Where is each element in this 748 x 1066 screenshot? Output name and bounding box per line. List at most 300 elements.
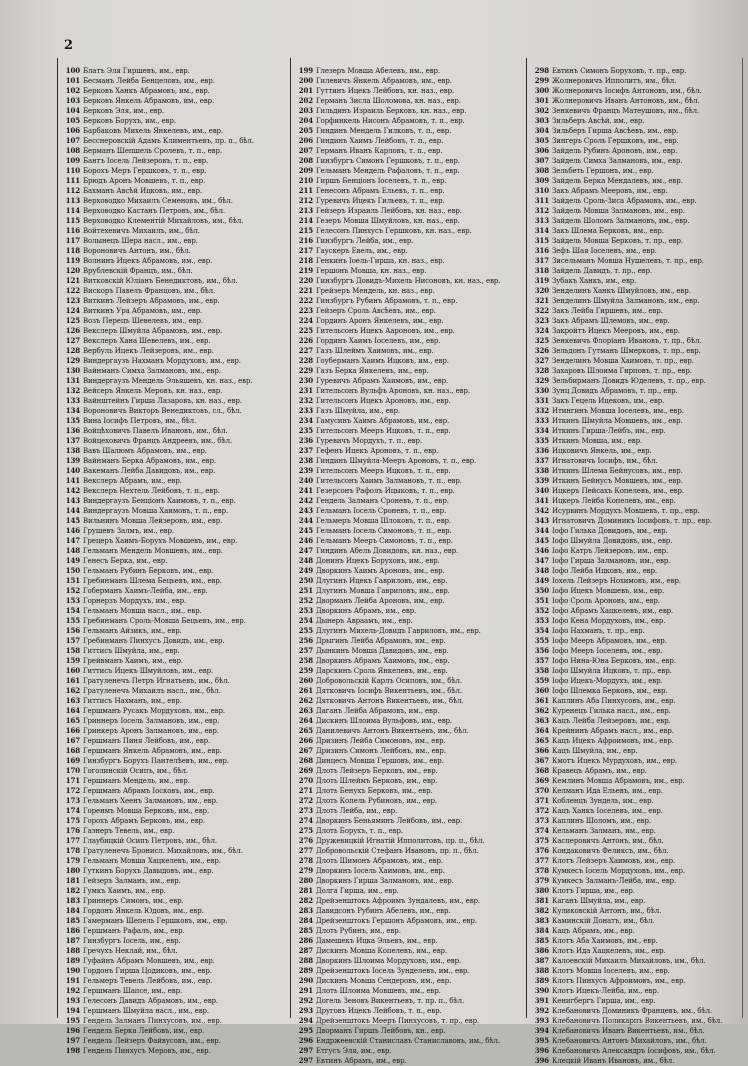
entry-number: 250: [298, 576, 313, 585]
entry-text: Захаровъ Шлоима Гирповъ, т. пр., евр.: [552, 367, 692, 375]
entry-text: Іофо Нина-Юна Берковъ, им., евр.: [552, 657, 676, 665]
list-item: [60, 156, 278, 166]
list-item: [60, 536, 278, 546]
entry-text: Зайдель Рубинъ Ароновъ, им., евр.: [552, 147, 678, 155]
list-item: [60, 276, 278, 286]
entry-number: 156: [65, 626, 80, 635]
entry-text: Газъ Берка Янкелевъ, им., евр.: [316, 367, 429, 375]
entry-number: 393: [534, 1016, 549, 1025]
entry-number: 359: [534, 676, 549, 685]
entry-number: 236: [298, 436, 313, 445]
entry-number: 188: [65, 946, 80, 955]
list-item: [293, 326, 511, 336]
entry-number: 290: [298, 976, 313, 985]
entry-number: 104: [65, 106, 80, 115]
list-item: [293, 736, 511, 746]
entry-number: 375: [534, 836, 549, 845]
entry-text: Іофо Гирша Залмановъ, им., евр.: [552, 557, 671, 565]
list-item: [529, 406, 747, 416]
entry-number: 231: [298, 386, 313, 395]
entry-text: Зенделинъ Мовша Хаимовъ, т. пр., евр.: [552, 357, 694, 365]
entry-text: Гершманъ Шмуйла насл., им., евр.: [83, 1007, 210, 1015]
entry-text: Жолнеровичъ Ипполитъ, им., бѣл.: [552, 77, 677, 85]
list-item: [60, 526, 278, 536]
entry-text: Дворкинъ Шлоима Мордуховъ, им., евр.: [316, 957, 462, 965]
entry-text: Бесснеровскій Адамъ Климентьевъ, пр. п., бѣл.: [83, 137, 254, 145]
entry-text: Длоть Рубинъ, им., евр.: [316, 927, 401, 935]
entry-number: 396: [534, 1046, 549, 1055]
list-item: [60, 936, 278, 946]
list-item: [293, 86, 511, 96]
entry-number: 369: [534, 776, 549, 785]
entry-number: 396: [534, 1056, 549, 1065]
entry-text: Ицкеръ Пейсахъ Копелевъ, им., евр.: [552, 487, 684, 495]
list-item: [529, 376, 747, 386]
entry-text: Каганъ Шмуйла, им., евр.: [552, 897, 646, 905]
entry-number: 214: [298, 216, 313, 225]
entry-text: Витковскій Юліанъ Бенедиктовъ, им., бѣл.: [83, 277, 238, 285]
entry-number: 147: [65, 536, 80, 545]
entry-number: 390: [534, 986, 549, 995]
entry-text: Данилевичъ Антонъ Викентьевъ, им., бѣл.: [316, 727, 469, 735]
entry-number: 212: [298, 196, 313, 205]
entry-number: 256: [298, 636, 313, 645]
entry-text: Гершманъ Рафалъ, им., евр.: [83, 927, 185, 935]
entry-number: 124: [65, 306, 80, 315]
entry-number: 246: [298, 536, 313, 545]
entry-number: 337: [534, 456, 549, 465]
list-item: [529, 176, 747, 186]
list-item: [60, 296, 278, 306]
list-item: [293, 66, 511, 76]
list-item: [60, 696, 278, 706]
entry-text: Кацъ Ханкъ Іоселевъ, им., евр.: [552, 807, 663, 815]
list-item: [529, 826, 747, 836]
entry-number: 297: [298, 1046, 313, 1055]
list-item: [293, 466, 511, 476]
list-item: [60, 116, 278, 126]
list-item: [60, 686, 278, 696]
entry-text: Гительсонъ Ицекъ Ароновъ, им., евр.: [316, 397, 451, 405]
list-item: [529, 336, 747, 346]
entry-text: Клотъ Мовша Іоселевъ, им., евр.: [552, 967, 670, 975]
entry-number: 168: [65, 746, 80, 755]
entry-text: Іофо Шмуйла Ицковъ, т. пр., евр.: [552, 667, 672, 675]
entry-number: 200: [298, 76, 313, 85]
list-item: [60, 556, 278, 566]
entry-number: 327: [534, 356, 549, 365]
entry-number: 254: [298, 616, 313, 625]
entry-number: 310: [534, 186, 549, 195]
entry-text: Вискоръ Павелъ Францовъ, им., бѣл.: [83, 287, 216, 295]
list-item: [529, 776, 747, 786]
list-item: [60, 656, 278, 666]
entry-number: 321: [534, 296, 549, 305]
entry-number: 330: [534, 386, 549, 395]
entry-number: 117: [65, 236, 80, 245]
list-item: [293, 826, 511, 836]
entry-text: Дрыгинъ Лейба Абрамовъ, им., евр.: [316, 637, 446, 645]
list-item: [60, 706, 278, 716]
entry-number: 288: [298, 956, 313, 965]
entry-text: Войцѣховичъ Павелъ Ивановъ, им., бѣл.: [83, 427, 228, 435]
list-item: [293, 876, 511, 886]
list-item: [529, 1036, 747, 1046]
list-item: [60, 496, 278, 506]
entry-number: 125: [65, 316, 80, 325]
list-item: [529, 356, 747, 366]
list-item: [293, 996, 511, 1006]
list-item: [60, 396, 278, 406]
entry-text: Іофо Нахманъ, т. пр., евр.: [552, 627, 645, 635]
entry-number: 222: [298, 296, 313, 305]
entry-number: 131: [65, 376, 80, 385]
entry-text: Длоть Копель Рубиновъ, им., евр.: [316, 797, 437, 805]
entry-number: 158: [65, 646, 80, 655]
list-item: [293, 1006, 511, 1016]
entry-text: Длоть Шимонъ Абрамовъ, им., евр.: [316, 857, 443, 865]
entry-number: 248: [298, 556, 313, 565]
entry-text: Гриннеръ Симонъ, им., евр.: [83, 897, 184, 905]
list-item: [529, 596, 747, 606]
list-item: [60, 846, 278, 856]
entry-text: Кравецъ Абрамъ, им., евр.: [552, 767, 647, 775]
list-item: [529, 626, 747, 636]
list-item: [60, 926, 278, 936]
entry-number: 329: [534, 376, 549, 385]
list-item: [529, 126, 747, 136]
list-item: [293, 776, 511, 786]
list-item: [60, 1006, 278, 1016]
entry-text: Добровольскій Стефанъ Ивановъ, пр. п., бѣл.: [316, 847, 479, 855]
entry-text: Дынкинъ Мовша Давидовъ, им., евр.: [316, 647, 449, 655]
entry-number: 292: [298, 996, 313, 1005]
entry-number: 116: [65, 226, 80, 235]
list-item: [293, 476, 511, 486]
entry-number: 180: [65, 866, 80, 875]
entry-text: Каминскій Донатъ, им., бѣл.: [552, 917, 655, 925]
entry-text: Длоть Шлеймъ Берковъ, им., евр.: [316, 777, 438, 785]
entry-number: 171: [65, 776, 80, 785]
list-item: [529, 946, 747, 956]
entry-text: Клебановичъ Доминикъ Францевъ, им., бѣл.: [552, 1007, 713, 1015]
list-item: [60, 76, 278, 86]
entry-text: Гельманъ Іосель Симоновъ, т. п., евр.: [316, 527, 452, 535]
list-item: [293, 906, 511, 916]
entry-text: Гейзеръ Сроль Авсѣевъ, им., евр.: [316, 307, 436, 315]
list-item: [293, 256, 511, 266]
entry-text: Иткинъ Шмуйла Мовшевъ, им., евр.: [552, 417, 683, 425]
entry-number: 267: [298, 746, 313, 755]
entry-text: Гительсонъ Мееръ Ицковъ, т. п., евр.: [316, 467, 451, 475]
list-item: [293, 586, 511, 596]
list-item: [529, 966, 747, 976]
list-item: [529, 556, 747, 566]
list-item: [60, 446, 278, 456]
list-item: [529, 1026, 747, 1036]
list-item: [293, 1056, 511, 1066]
list-item: [60, 996, 278, 1006]
list-item: [293, 566, 511, 576]
list-item: [293, 686, 511, 696]
entry-number: 130: [65, 366, 80, 375]
list-item: [529, 166, 747, 176]
entry-text: Вайнманъ Берка Абрамовъ, им., евр.: [83, 457, 217, 465]
entry-number: 191: [65, 976, 80, 985]
entry-number: 123: [65, 296, 80, 305]
entry-number: 277: [298, 846, 313, 855]
list-item: [293, 126, 511, 136]
entry-number: 128: [65, 346, 80, 355]
entry-text: Дворкинъ Беньяминъ Лейбовъ, им., евр.: [316, 817, 463, 825]
entry-number: 311: [534, 196, 549, 205]
entry-number: 172: [65, 786, 80, 795]
entry-text: Гиндинъ Хаимъ Лейбовъ, т. п., евр.: [316, 137, 444, 145]
list-item: [60, 266, 278, 276]
entry-number: 357: [534, 656, 549, 665]
list-item: [529, 486, 747, 496]
list-item: [60, 896, 278, 906]
entry-text: Горохъ Абрамъ Берковъ, им., евр.: [83, 817, 206, 825]
entry-number: 112: [65, 186, 80, 195]
entry-text: Гаускеръ Евель, им., евр.: [316, 247, 408, 255]
entry-number: 338: [534, 466, 549, 475]
list-item: [529, 756, 747, 766]
entry-number: 189: [65, 956, 80, 965]
entry-text: Грейзеръ Мендель, кн. наз., евр.: [316, 287, 435, 295]
entry-number: 146: [65, 526, 80, 535]
entry-number: 258: [298, 656, 313, 665]
list-item: [60, 716, 278, 726]
entry-text: Кмотъ Ицекъ Мурдуховъ, им., евр.: [552, 757, 678, 765]
list-item: [293, 496, 511, 506]
entry-text: Евтинъ Абрамъ, им., евр.: [316, 1057, 407, 1065]
list-item: [293, 406, 511, 416]
list-item: [529, 536, 747, 546]
entry-text: Гиттисъ Нахманъ, им., евр.: [83, 697, 182, 705]
entry-number: 151: [65, 576, 80, 585]
entry-number: 227: [298, 346, 313, 355]
list-item: [293, 396, 511, 406]
entry-number: 272: [298, 796, 313, 805]
entry-text: Кельманъ Залманъ, им., евр.: [552, 827, 656, 835]
entry-number: 348: [534, 566, 549, 575]
entry-number: 325: [534, 336, 549, 345]
entry-text: Гиршъ Бенціонъ Іоселевъ, т. п., евр.: [316, 177, 447, 185]
entry-number: 342: [534, 506, 549, 515]
list-item: [529, 806, 747, 816]
entry-text: Векслеръ Абрамъ, им., евр.: [83, 477, 182, 485]
list-item: [529, 306, 747, 316]
list-item: [293, 846, 511, 856]
list-item: [60, 546, 278, 556]
entry-number: 285: [298, 926, 313, 935]
entry-number: 210: [298, 176, 313, 185]
list-item: [529, 636, 747, 646]
entry-text: Бесманъ Лейба Бенцеловъ, им., евр.: [83, 77, 215, 85]
list-item: [60, 636, 278, 646]
entry-text: Зильберъ Гирша Авсѣевъ, им., евр.: [552, 127, 679, 135]
entry-number: 281: [298, 886, 313, 895]
entry-number: 302: [534, 106, 549, 115]
entry-text: Гиттисъ Ицекъ Шмуйловъ, им., евр.: [83, 667, 214, 675]
entry-number: 297: [298, 1056, 313, 1065]
entry-text: Грецеръ Хаимъ-Борухъ Мовшевъ, им., евр.: [83, 537, 238, 545]
list-item: [529, 1006, 747, 1016]
entry-text: Закъ Абрамъ Шлемовъ, им., евр.: [552, 317, 670, 325]
entry-text: Гершманъ Янкель Абрамовъ, им., евр.: [83, 747, 222, 755]
entry-text: Гефенъ Ицекъ Ароновъ, т. п., евр.: [316, 447, 439, 455]
entry-text: Зенкевичъ Францъ Матеушовъ, им., бѣл.: [552, 107, 700, 115]
list-item: [60, 676, 278, 686]
list-item: [529, 656, 747, 666]
entry-number: 184: [65, 906, 80, 915]
list-item: [529, 196, 747, 206]
entry-text: Клотъ Ицекъ-Лейба, им., евр.: [552, 987, 659, 995]
list-item: [293, 296, 511, 306]
entry-text: Гиндинъ Абель Довидовъ, кн. наз., евр.: [316, 547, 459, 555]
entry-text: Гуткинъ Борухъ Давыдовъ, им., евр.: [83, 867, 214, 875]
list-item: [529, 666, 747, 676]
entry-text: Жолнеровичъ Іосифъ Антоновъ, им., бѣл.: [552, 87, 702, 95]
entry-number: 367: [534, 756, 549, 765]
list-item: [529, 1046, 747, 1056]
entry-text: Гендель Залманъ Пинхусовъ, им., евр.: [83, 1017, 222, 1025]
list-item: [293, 486, 511, 496]
list-item: [60, 66, 278, 76]
entry-text: Касперовичъ Антонъ, им., бѣл.: [552, 837, 664, 845]
entry-text: Гезеръ Мовша Шмуйловъ, кн. наз., евр.: [316, 217, 460, 225]
entry-text: Берковъ Ханкъ Абрамовъ, им., евр.: [83, 87, 210, 95]
list-item: [293, 136, 511, 146]
entry-number: 347: [534, 556, 549, 565]
entry-number: 372: [534, 806, 549, 815]
entry-text: Калоевскій Михаилъ Михайловъ, им., бѣл.: [552, 957, 706, 965]
entry-text: Грейвманъ Хаимъ, им., евр.: [83, 657, 183, 665]
list-item: [293, 456, 511, 466]
entry-number: 159: [65, 656, 80, 665]
list-item: [60, 976, 278, 986]
entry-number: 385: [534, 936, 549, 945]
entry-text: Длоть Лейба, им., евр.: [316, 807, 398, 815]
entry-number: 169: [65, 756, 80, 765]
entry-text: Бантъ Іосель Лейзеровъ, т. п., евр.: [83, 157, 209, 165]
entry-number: 145: [65, 516, 80, 525]
entry-number: 335: [534, 436, 549, 445]
entry-text: Дворкинъ Абрамъ, им., евр.: [316, 607, 417, 615]
entry-number: 101: [65, 76, 80, 85]
list-item: [293, 636, 511, 646]
list-item: [60, 906, 278, 916]
entry-number: 201: [298, 86, 313, 95]
entry-number: 376: [534, 846, 549, 855]
entry-number: 366: [534, 746, 549, 755]
entry-number: 378: [534, 866, 549, 875]
list-item: [60, 746, 278, 756]
entry-text: Гейзеръ Залманъ, им., евр.: [83, 877, 181, 885]
entry-text: Зайдель Симха Залмановъ, им., евр.: [552, 157, 683, 165]
entry-number: 391: [534, 996, 549, 1005]
entry-number: 230: [298, 376, 313, 385]
list-item: [293, 786, 511, 796]
list-item: [293, 1026, 511, 1036]
entry-number: 361: [534, 696, 549, 705]
entry-number: 262: [298, 696, 313, 705]
entry-number: 161: [65, 676, 80, 685]
entry-text: Гоуберманъ Хаимъ Ицковъ, им., евр.: [316, 357, 449, 365]
entry-number: 340: [534, 486, 549, 495]
entry-number: 353: [534, 616, 549, 625]
list-item: [60, 766, 278, 776]
entry-text: Гребинманъ Шлема Бецьевъ, им., евр.: [83, 577, 222, 585]
entry-text: Закъ Шлема Берковъ, им., евр.: [552, 227, 664, 235]
list-item: [293, 546, 511, 556]
entry-text: Векслеръ Нехтель Лейбовъ, т. п., евр.: [83, 487, 220, 495]
list-item: [60, 346, 278, 356]
entry-text: Вайнманъ Симха Залмановъ, им., евр.: [83, 367, 221, 375]
entry-number: 219: [298, 266, 313, 275]
list-item: [529, 246, 747, 256]
entry-number: 197: [65, 1036, 80, 1045]
entry-text: Газъ Шмуйла, им., евр.: [316, 407, 400, 415]
entry-number: 187: [65, 936, 80, 945]
list-item: [293, 346, 511, 356]
list-item: [293, 196, 511, 206]
entry-number: 190: [65, 966, 80, 975]
entry-number: 249: [298, 566, 313, 575]
entry-text: Горфинкель Нисонъ Абрамовъ, т. п., евр.: [316, 117, 465, 125]
entry-number: 278: [298, 856, 313, 865]
entry-number: 352: [534, 606, 549, 615]
entry-text: Гершонъ Мовша, кн. наз., евр.: [316, 267, 427, 275]
entry-text: Иткинъ Шлема Бейнусовъ, им., евр.: [552, 467, 683, 475]
list-item: [60, 206, 278, 216]
list-item: [293, 376, 511, 386]
page-number: 2: [64, 38, 74, 53]
list-item: [60, 306, 278, 316]
entry-text: Кумкесъ Іосель Мордуховъ, им., евр.: [552, 867, 685, 875]
entry-number: 319: [534, 276, 549, 285]
entry-text: Гуттинъ Ицекъ Лейбовъ, кн. наз., евр.: [316, 87, 455, 95]
entry-text: Кобленцъ Зундель, им., евр.: [552, 797, 654, 805]
entry-text: Дворманъ Лейба Ароновъ, им., евр.: [316, 597, 445, 605]
list-item: [529, 686, 747, 696]
list-item: [293, 206, 511, 216]
entry-text: Зайдель Сроль-Зиса Абрамовъ, им., евр.: [552, 197, 697, 205]
list-item: [293, 526, 511, 536]
entry-text: Дынеръ Авраамъ, им., евр.: [316, 617, 413, 625]
entry-number: 345: [534, 536, 549, 545]
entry-text: Верховодко Михаилъ Семеновъ, им., бѣл.: [83, 197, 233, 205]
list-item: [529, 86, 747, 96]
list-item: [293, 646, 511, 656]
entry-text: Закъ Лейба Гиршевъ, им., евр.: [552, 307, 663, 315]
entry-number: 221: [298, 286, 313, 295]
entry-text: Гумкъ Хаимъ, им., евр.: [83, 887, 166, 895]
list-item: [293, 926, 511, 936]
list-item: [293, 146, 511, 156]
list-item: [293, 816, 511, 826]
list-item: [529, 66, 747, 76]
entry-number: 148: [65, 546, 80, 555]
entry-number: 136: [65, 426, 80, 435]
list-item: [529, 936, 747, 946]
entry-number: 322: [534, 306, 549, 315]
list-item: [60, 966, 278, 976]
entry-text: Игнатовичъ Іосифъ, им., бѣл.: [552, 457, 658, 465]
entry-number: 389: [534, 976, 549, 985]
list-item: [293, 436, 511, 446]
